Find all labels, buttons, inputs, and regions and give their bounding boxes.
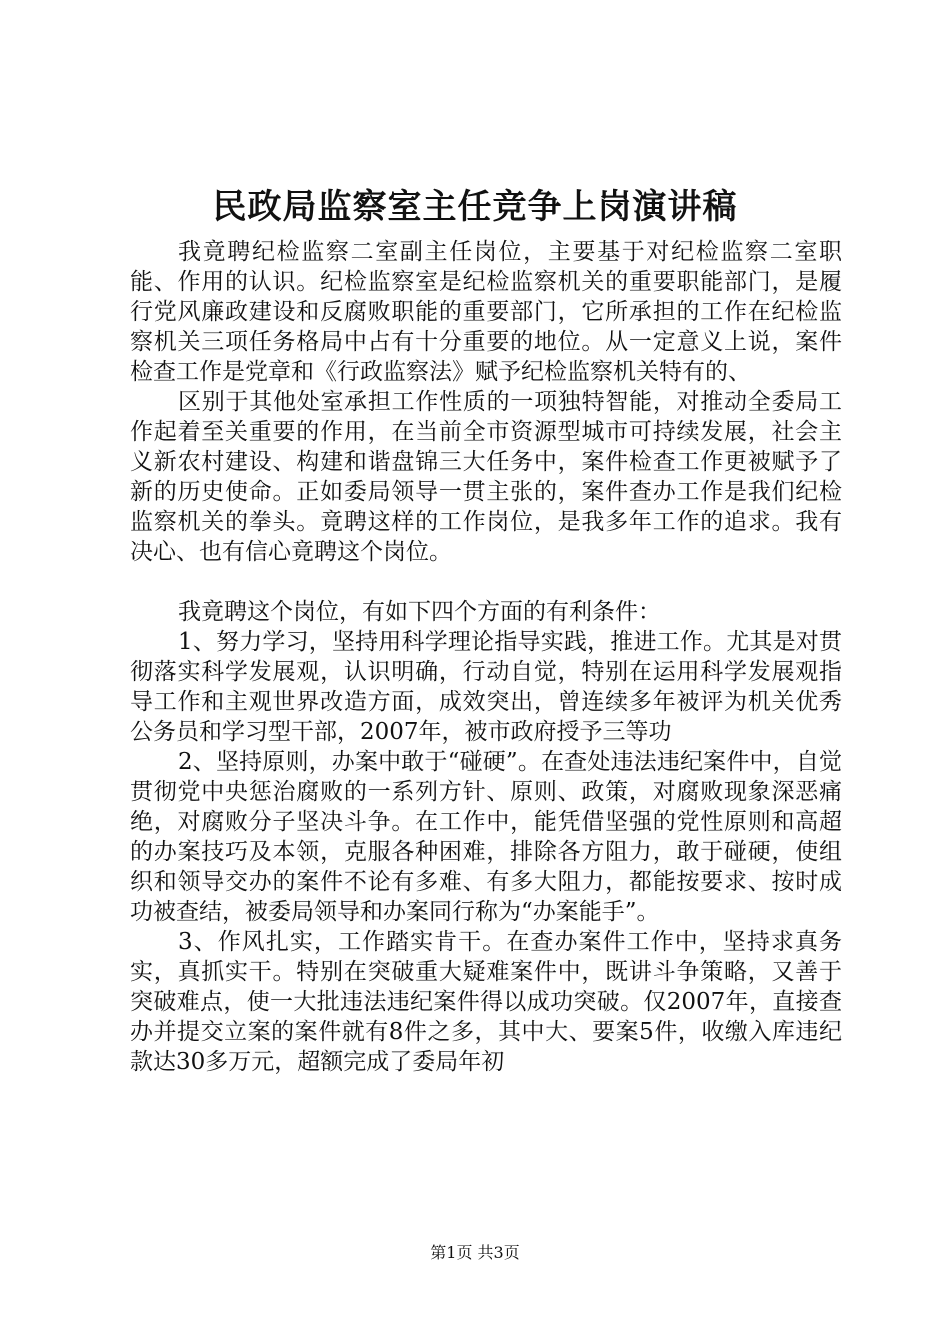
document-body bbox=[130, 237, 842, 1077]
paragraph-2: 区别于其他处室承担工作性质的一项独特智能，对推动全委局工作起着至关重要的作用，在当前全市资源型城市可持续发展，社会主义新农村建设、构建和谐盘锦三大任务中，案件检查工作更被赋予了新的历史使命。正如委局领导一贯主张的，案件查办工作是我们纪检监察机关的拳头。竟聘这样的工作岗位，是我多年工作的追求。我有决心、也有信心竟聘这个岗位。 bbox=[130, 389, 842, 565]
paragraph-4: 1、努力学习，坚持用科学理论指导实践，推进工作。尤其是对贯彻落实科学发展观，认识明确，行动自觉，特别在运用科学发展观指导工作和主观世界改造方面，成效突出，曾连续多年被评为机关优秀公务员和学习型干部，2007年，被市政府授予三等功 bbox=[130, 629, 842, 745]
paragraph-6: 3、作风扎实，工作踏实肯干。在查办案件工作中，坚持求真务实，真抓实干。特别在突破重大疑难案件中，既讲斗争策略，又善于突破难点，使一大批违法违纪案件得以成功突破。仅2007年，直接查办并提交立案的案件就有8件之多，其中大、要案5件，收缴入库违纪款达30多万元，超额完成了委局年初 bbox=[130, 929, 842, 1075]
paragraph-5: 2、坚持原则，办案中敢于“碰硬”。在查处违法违纪案件中，自觉贯彻党中央惩治腐败的一系列方针、原则、政策，对腐败现象深恶痛绝，对腐败分子坚决斗争。在工作中，能凭借坚强的党性原则和高超的办案技巧及本领，克服各种困难，排除各方阻力，敢于碰硬，使组织和领导交办的案件不论有多难、有多大阻力，都能按要求、按时成功被查结，被委局领导和办案同行称为“办案能手”。 bbox=[130, 749, 842, 925]
page-number: 第1页 共3页 bbox=[430, 1243, 520, 1262]
document-title: 民政局监察室主任竞争上岗演讲稿 bbox=[212, 187, 738, 227]
paragraph-1: 我竟聘纪检监察二室副主任岗位，主要基于对纪检监察二室职能、作用的认识。纪检监察室是纪检监察机关的重要职能部门，是履行党风廉政建设和反腐败职能的重要部门，它所承担的工作在纪检监察机关三项任务格局中占有十分重要的地位。从一定意义上说，案件检查工作是党章和《行政监察法》赋予纪检监察机关特有的、 bbox=[130, 239, 842, 385]
paragraph-3: 我竟聘这个岗位，有如下四个方面的有利条件： bbox=[178, 599, 661, 625]
